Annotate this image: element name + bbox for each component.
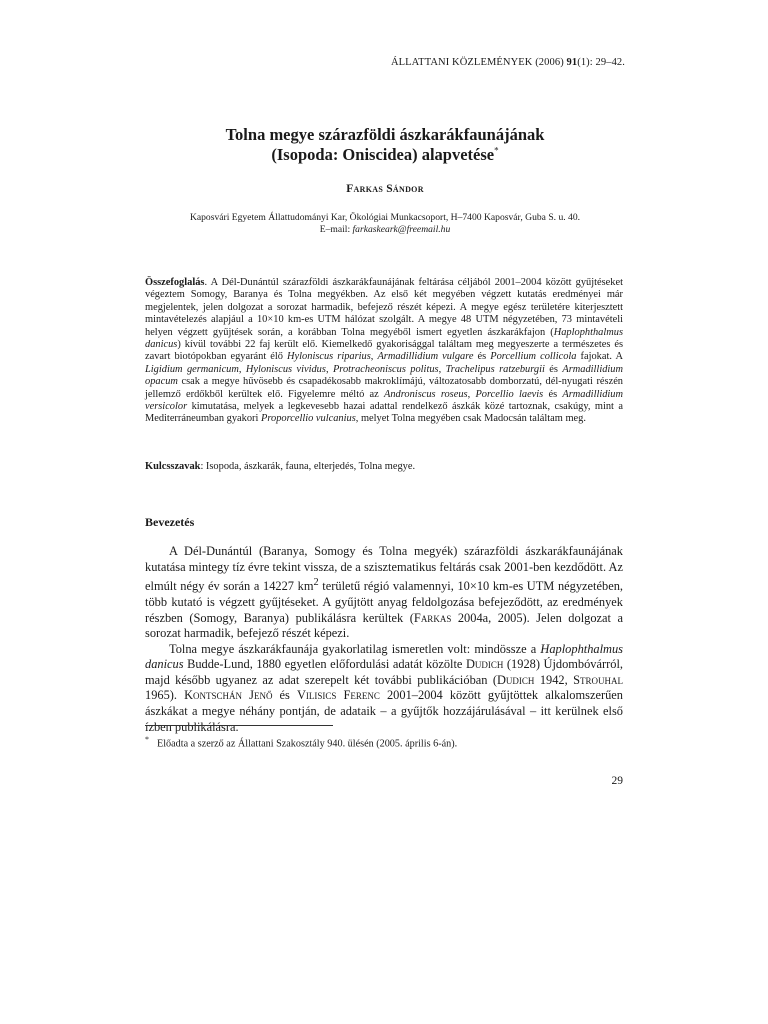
title-line-2 xyxy=(140,145,630,165)
paragraph-text: Tolna megye ászkarákfaunája gyakorlatilag ismeretlen volt: mindössze a xyxy=(169,641,541,656)
paragraph-text: (1928) Újdombóvárról, majd később ugyanez az adat szerepelt két további publikációban ( xyxy=(145,657,623,687)
superscript: 2 xyxy=(313,577,319,589)
footnote xyxy=(145,735,457,749)
section-heading: Bevezetés xyxy=(145,515,195,529)
paragraph-text: 2001–2004 között gyűjtöttek alkalomszerűen ászkákat a megye néhány pontján, de adataik – a gyűjtők hozzájárulásával – itt kerülnek első ízben publikálásra. xyxy=(145,688,623,734)
abstract-text: kimutatása, melyek a legkevesebb hazai adattal rendelkező ászkák közé tartoznak, csakúgy, mint a Mediterráneumban gyakori xyxy=(145,401,623,425)
paragraph-text: 1942, xyxy=(534,672,574,687)
volume-number: 91 xyxy=(566,57,578,68)
affiliation xyxy=(140,212,630,236)
issue-pages: (1): 29–42. xyxy=(577,57,625,68)
keywords-label: Kulcsszavak xyxy=(145,461,201,472)
introduction-body xyxy=(145,544,623,735)
abstract-text: ) kívül további 22 faj került elő. Kiemelkedő gyakorisággal találtam meg megyeszerte a természetes és zavart biotópokban egyaránt élő xyxy=(145,339,623,363)
paragraph-text: 2004a, 2005). Jelen dolgozat a sorozat harmadik, befejező részét képezi. xyxy=(145,610,623,641)
footnote-marker: * xyxy=(145,735,149,744)
abstract-text: , xyxy=(325,363,333,375)
abstract-text: fajokat. A xyxy=(576,351,623,363)
person-name: Kontschán Jenő xyxy=(184,688,273,703)
species-name: Haplophthalmus danicus xyxy=(145,326,623,351)
abstract-text: , xyxy=(238,363,246,375)
citation-author: Dudich xyxy=(496,672,535,687)
abstract-text: , xyxy=(438,363,446,375)
species-name: Ligidium germanicum xyxy=(145,363,239,375)
paragraph xyxy=(145,544,623,642)
page-number: 29 xyxy=(611,775,623,787)
title-line-1: Tolna megye szárazföldi ászkarákfaunájának xyxy=(225,125,545,144)
paragraph-text: A Dél-Dunántúl (Baranya, Somogy és Tolna megyék) szárazföldi ászkarákfaunájának kutatása mintegy tíz évre tekint vissza, de a szisztematikus feltárás csak 2001-ben kezdődött. Az elmúlt négy év során a 14227 km xyxy=(145,544,623,594)
citation-author: Dudich xyxy=(465,657,504,672)
journal-name: ÁLLATTANI KÖZLEMÉNYEK (2006) xyxy=(390,57,567,68)
abstract-label: Összefoglalás xyxy=(145,277,205,288)
species-name: Porcellio laevis xyxy=(475,388,544,400)
abstract xyxy=(145,277,623,426)
title-line-2-text: (Isopoda: Oniscidea) alapvetése xyxy=(271,145,495,164)
species-name: Armadillidium versicolor xyxy=(145,388,624,413)
abstract-text: és xyxy=(544,363,563,375)
abstract-text: , xyxy=(467,388,476,400)
species-name: Androniscus roseus xyxy=(384,388,468,400)
citation-author: Farkas xyxy=(413,610,452,625)
author-name: Farkas Sándor xyxy=(346,183,424,195)
species-name: Proporcellio vulcanius xyxy=(261,413,356,425)
species-name: Porcellium collicola xyxy=(490,351,577,363)
citation-author: Strouhal xyxy=(573,672,623,687)
footnote-divider xyxy=(145,725,333,726)
abstract-text: , melyet Tolna megyében csak Madocsán találtam meg. xyxy=(355,413,586,425)
email-address[interactable]: farkaskeark@freemail.hu xyxy=(352,224,451,235)
abstract-text: csak a megye hűvösebb és csapadékosabb makroklímájú, változatosabb domborzatú, dél-nyugati részén jellemző erdőkből kerültek elő. Figyelemre méltó az xyxy=(145,376,623,400)
species-name: Hyloniscus vividus xyxy=(245,363,326,375)
person-name: Vilisics Ferenc xyxy=(296,688,380,703)
title-footnote-marker[interactable]: * xyxy=(494,145,499,156)
species-name: Trachelipus ratzeburgii xyxy=(445,363,545,375)
email-label: E–mail: xyxy=(319,224,353,235)
abstract-text: , xyxy=(370,351,378,363)
paragraph-text: területű régió valamennyi, 10×10 km-es UTM négyzetében, több kutató is végzett gyűjtéseket. A gyűjtött anyag feldolgozása befejeződött, az eredmények részben (Somogy, Baranya) publikálásra kerültek ( xyxy=(145,579,623,625)
species-name: Protracheoniscus politus xyxy=(332,363,439,375)
paragraph-text: és xyxy=(272,688,297,703)
species-name: Hyloniscus riparius xyxy=(287,351,371,363)
abstract-text: . A Dél-Dunántúl szárazföldi ászkarákfaunájának feltárása céljából 2001–2004 között gyűjtéseket végeztem Somogy, Baranya és Tolna megyékben. Az első két megyében végzett kutatás eredményei már megjelentek, jelen dolgozat a sorozat harmadik, befejező részét képezi. A megye egész területére kiterjesztett mintavételezés alapjául a 10×10 km-es UTM hálózat szolgált. A megye 48 UTM négyzetében, 73 mintavételi helyen végzett gyűjtések során, a korábban Tolna megyéből ismert egyetlen ászkarákfajon ( xyxy=(145,277,623,338)
paragraph-text: Budde-Lund, 1880 egyetlen előfordulási adatát közölte xyxy=(183,657,466,672)
paragraph xyxy=(145,642,623,736)
footnote-text: Előadta a szerző az Állattani Szakosztály 940. ülésén (2005. április 6-án). xyxy=(157,738,458,750)
species-name: Armadillidium vulgare xyxy=(377,351,474,363)
abstract-text: és xyxy=(543,388,563,400)
species-name: Haplophthalmus danicus xyxy=(145,641,623,672)
keywords xyxy=(145,461,623,473)
affiliation-address: Kaposvári Egyetem Állattudományi Kar, Ökológiai Munkacsoport, H–7400 Kaposvár, Guba S. u. 40. xyxy=(189,212,581,223)
abstract-text: és xyxy=(473,351,491,363)
species-name: Armadillidium opacum xyxy=(145,363,623,388)
keywords-text: : Isopoda, ászkarák, fauna, elterjedés, Tolna megye. xyxy=(200,461,416,472)
article-title xyxy=(140,125,630,165)
running-head xyxy=(391,57,625,68)
paragraph-text: 1965). xyxy=(145,688,185,703)
affiliation-email-line xyxy=(140,224,630,236)
